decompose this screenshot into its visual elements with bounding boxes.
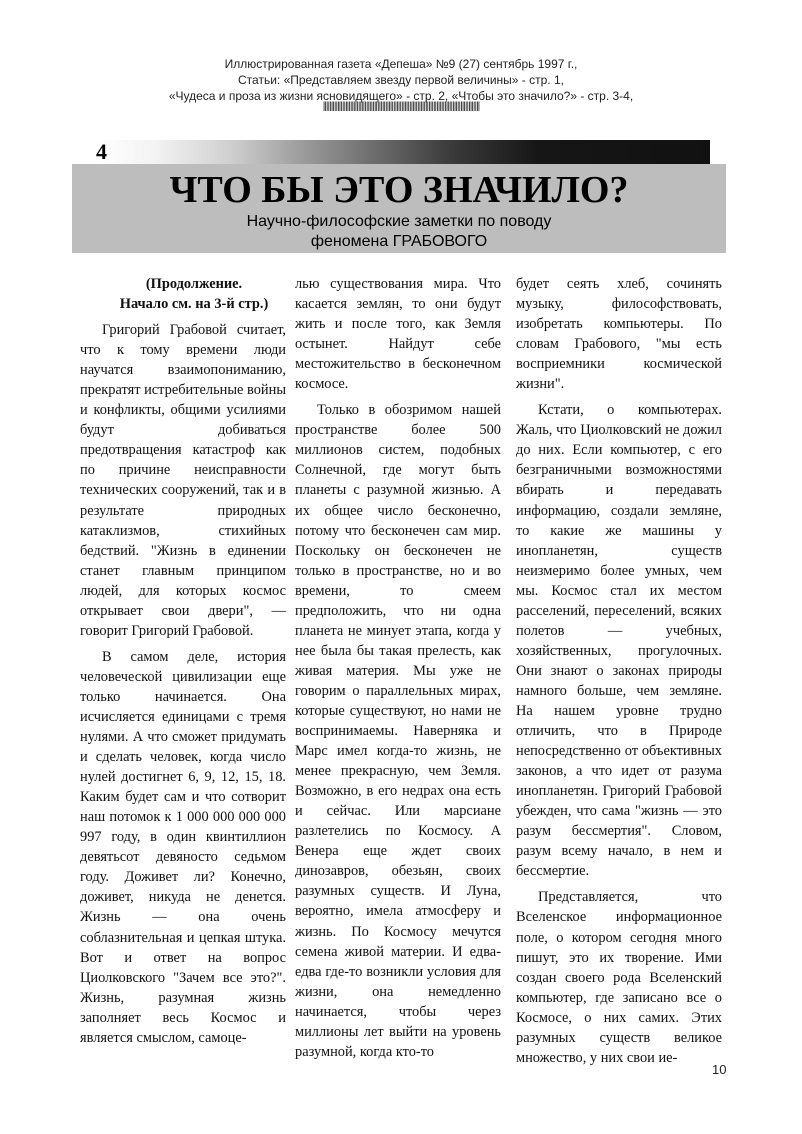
column-3 bbox=[516, 274, 722, 1068]
article-subtitle bbox=[72, 212, 726, 252]
gradient-band bbox=[96, 140, 710, 164]
page-number: 4 bbox=[96, 139, 107, 164]
subtitle-line-1: Научно-философские заметки по поводу bbox=[246, 213, 552, 230]
header-line-2: Статьи: «Представляем звезду первой величины» - стр. 1, bbox=[238, 73, 564, 87]
header-line-1: Иллюстрированная газета «Депеша» №9 (27) сентябрь 1997 г., bbox=[224, 57, 578, 71]
subtitle-line-2: феномена ГРАБОВОГО bbox=[310, 233, 488, 250]
paragraph: Только в обозримом нашей пространстве более 500 миллионов систем, подобных Солнечной, где могут быть планеты с разумной жизнью. А их общее число бесконечно, потому что бесконечен сам мир. Поскольку он бесконечен не только в пространстве, но и во времени, то смеем предположить, что ни одна планета не минует этапа, когда у нее была бы такая прелесть, как живая материя. Мы уже не говорим о параллельных мирах, которые существуют, но нами не воспринимаемы. Наверняка и Марс имел когда-то жизнь, не менее прекрасную, чем Земля. Возможно, в его недрах она есть и сейчас. Или марсиане разлетелись по Космосу. А Венера еще ждет своих динозавров, обезьян, своих разумных существ. И Луна, вероятно, имела атмосферу и жизнь. По Космосу мечутся семена живой материи. И едва-едва где-то возникли условия для жизни, она немедленно начинается, чтобы через миллионы лет выйти на уровень разумной, когда кто-то bbox=[295, 402, 501, 1060]
paragraph: В самом деле, история человеческой цивилизации еще только начинается. Она исчисляется единицами с тремя нулями. А что сможет придумать и сделать человек, когда число нулей достигнет 6, 9, 12, 15, 18. Каким будет сам и что сотворит наш потомок к 1 000 000 000 000 997 году, в один квинтиллион девятьсот девяносто седьмом году. Доживет ли? Конечно, доживет, никуда не денется. Жизнь — она очень соблазнительная и цепкая штука. Вот и ответ на вопрос Циолковского "Зачем все это?". Жизнь, разумная жизнь заполняет весь Космос и является смыслом, самоце- bbox=[80, 648, 286, 1046]
paragraph: Григорий Грабовой считает, что к тому времени люди научатся взаимопониманию, прекратят истребительные войны и конфликты, общими усилиями будут добиваться предотвращения катастроф как по причине неисправности технических сооружений, так и в результате природных катаклизмов, стихийных бедствий. "Жизнь в единении станет главным принципом людей, для которых космос открывает свои двери", — говорит Григорий Грабовой. bbox=[80, 322, 286, 639]
paragraph: будет сеять хлеб, сочинять музыку, философствовать, изобретать компьютеры. По словам Грабового, "мы есть восприемники космической жизни". bbox=[516, 276, 722, 393]
header-barcode-line: |||||||||||||||||||||||||||||||||||||||||||||||||||||||||||||||||||||||||||||||||||||||||||||||||| bbox=[322, 101, 480, 112]
footer-page-number: 10 bbox=[712, 1062, 727, 1077]
header-line-3: «Чудеса и проза из жизни ясновидящего» - стр. 2, «Чтобы это значило?» - стр. 3-4, bbox=[168, 89, 634, 103]
paragraph: Представляется, что Вселенское информационное поле, о котором сегодня много пишут, это их творение. Ими создан своего рода Вселенский компьютер, где записано все о Космосе, о них самих. Этих разумных существ великое множество, у них свои ие- bbox=[516, 889, 722, 1066]
paragraph: лью существования мира. Что касается землян, то они будут жить и после того, как Земля остынет. Найдут себе местожительство в бесконечном космосе. bbox=[295, 276, 501, 393]
paragraph: Кстати, о компьютерах. Жаль, что Циолковский не дожил до них. Если компьютер, с его безграничными возможностями вбирать и передавать информацию, создали земляне, то какие же машины у инопланетян, существ неизмеримо более умных, чем мы. Космос стал их местом расселений, переселений, всяких полетов — учебных, хозяйственных, прогулочных. Они знают о законах природы намного больше, чем земляне. На нашем уровне трудно отличить, что в Природе непосредственно от объективных законов, а что идет от разума инопланетян. Григорий Грабовой убежден, что сама "жизнь — это разум бессмертия". Словом, разум всему начало, в нем и бессмертие. bbox=[516, 402, 722, 880]
continuation-note-line-2: Начало см. на 3-й стр.) bbox=[119, 296, 269, 313]
column-2 bbox=[295, 274, 501, 1062]
article-title: ЧТО БЫ ЭТО ЗНАЧИЛО? bbox=[169, 169, 629, 211]
column-1 bbox=[80, 274, 286, 1048]
title-box bbox=[72, 164, 726, 253]
continuation-note-line-1: (Продолжение. bbox=[145, 276, 243, 292]
